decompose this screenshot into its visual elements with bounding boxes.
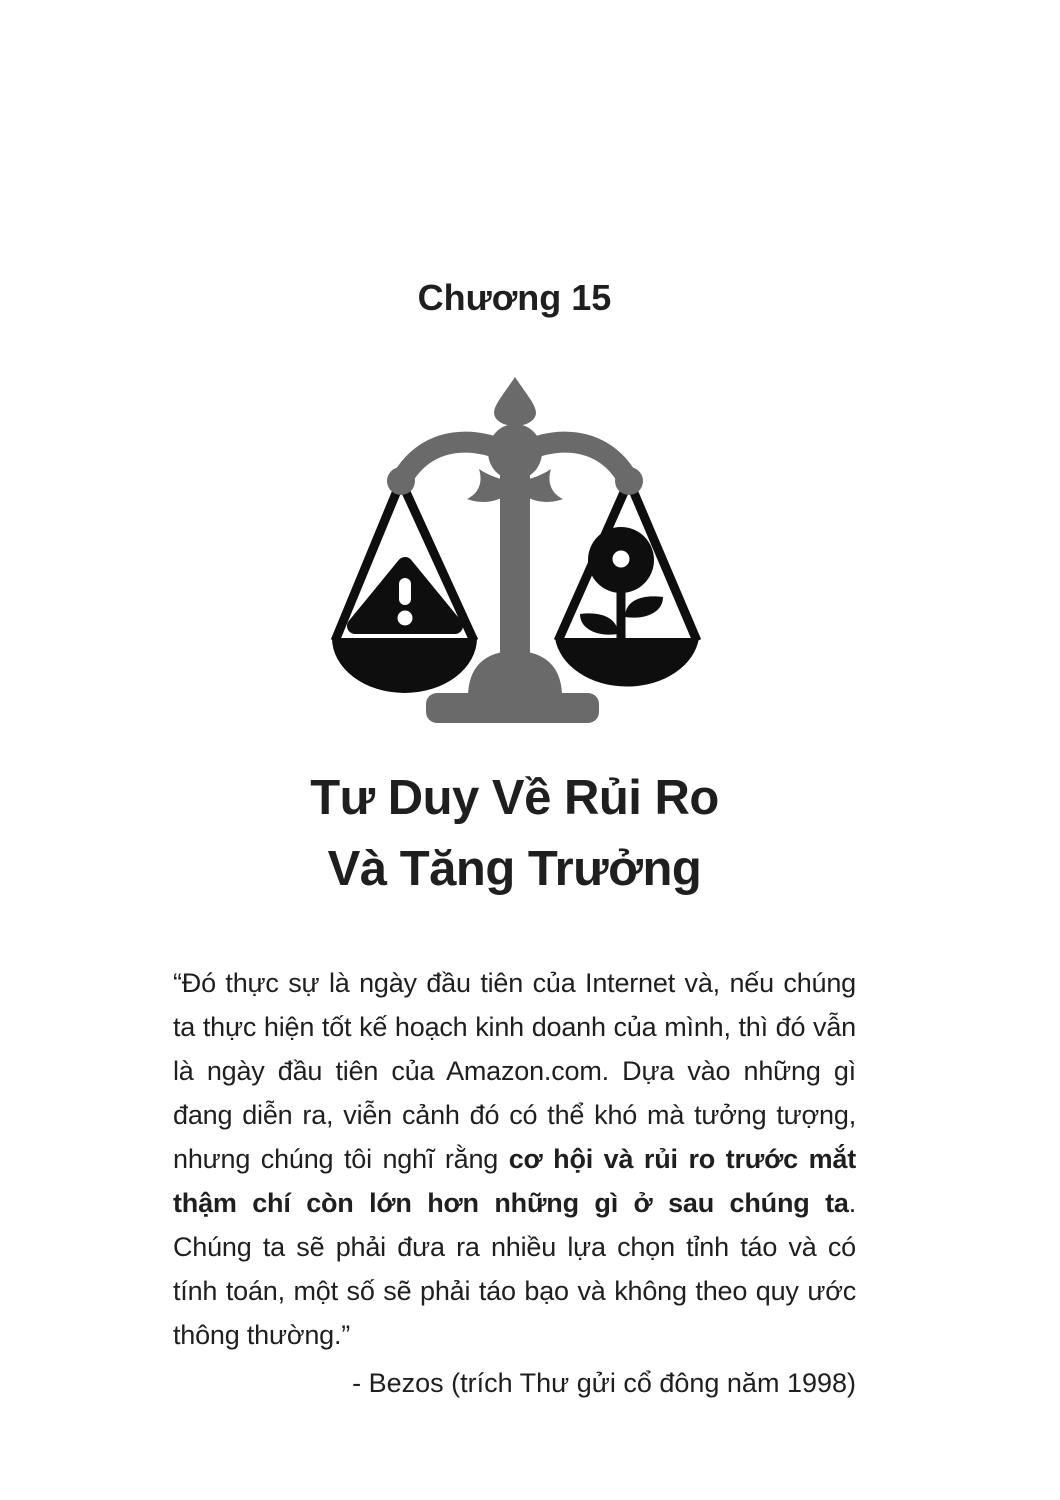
chapter-title-line2: Và Tăng Trưởng: [327, 841, 702, 896]
balance-scale-illustration: [329, 375, 701, 727]
left-pivot: [387, 467, 415, 495]
quote-text-end: . Chúng ta sẽ phải đưa ra nhiều lựa chọn tỉnh táo và có tính toán, một số sẽ phải táo bạo và không theo quy ước thông thường.”: [173, 1187, 856, 1350]
flower-icon: [580, 527, 663, 641]
quote-text-bold: cơ hội và rủi ro trước mắt thậm chí còn lớn hơn những gì ở sau chúng ta: [173, 1143, 856, 1218]
left-pan: [332, 638, 477, 693]
chapter-title: [173, 763, 856, 905]
center-junction: [488, 424, 542, 480]
base-dome: [468, 651, 562, 697]
quote-text-start: “Đó thực sự là ngày đầu tiên của Internet và, nếu chúng ta thực hiện tốt kế hoạch kinh doanh của mình, thì đó vẫn là ngày đầu tiên của Amazon.com. Dựa vào những gì đang diễn ra, viễn cảnh đó có thể khó mà tưởng tượng, nhưng chúng tôi nghĩ rằng: [173, 967, 856, 1174]
right-pan: [555, 638, 699, 687]
chapter-title-line1: Tư Duy Về Rủi Ro: [310, 770, 719, 825]
chapter-heading: Chương 15: [417, 277, 612, 318]
page-content-column: [173, 0, 856, 1405]
right-pivot: [615, 467, 643, 495]
base-plinth: [426, 693, 599, 723]
finial-teardrop-icon: [494, 377, 536, 426]
quote-attribution: - Bezos (trích Thư gửi cổ đông năm 1998): [352, 1367, 856, 1398]
quote-paragraph: [173, 961, 856, 1357]
center-pole: [500, 475, 530, 669]
